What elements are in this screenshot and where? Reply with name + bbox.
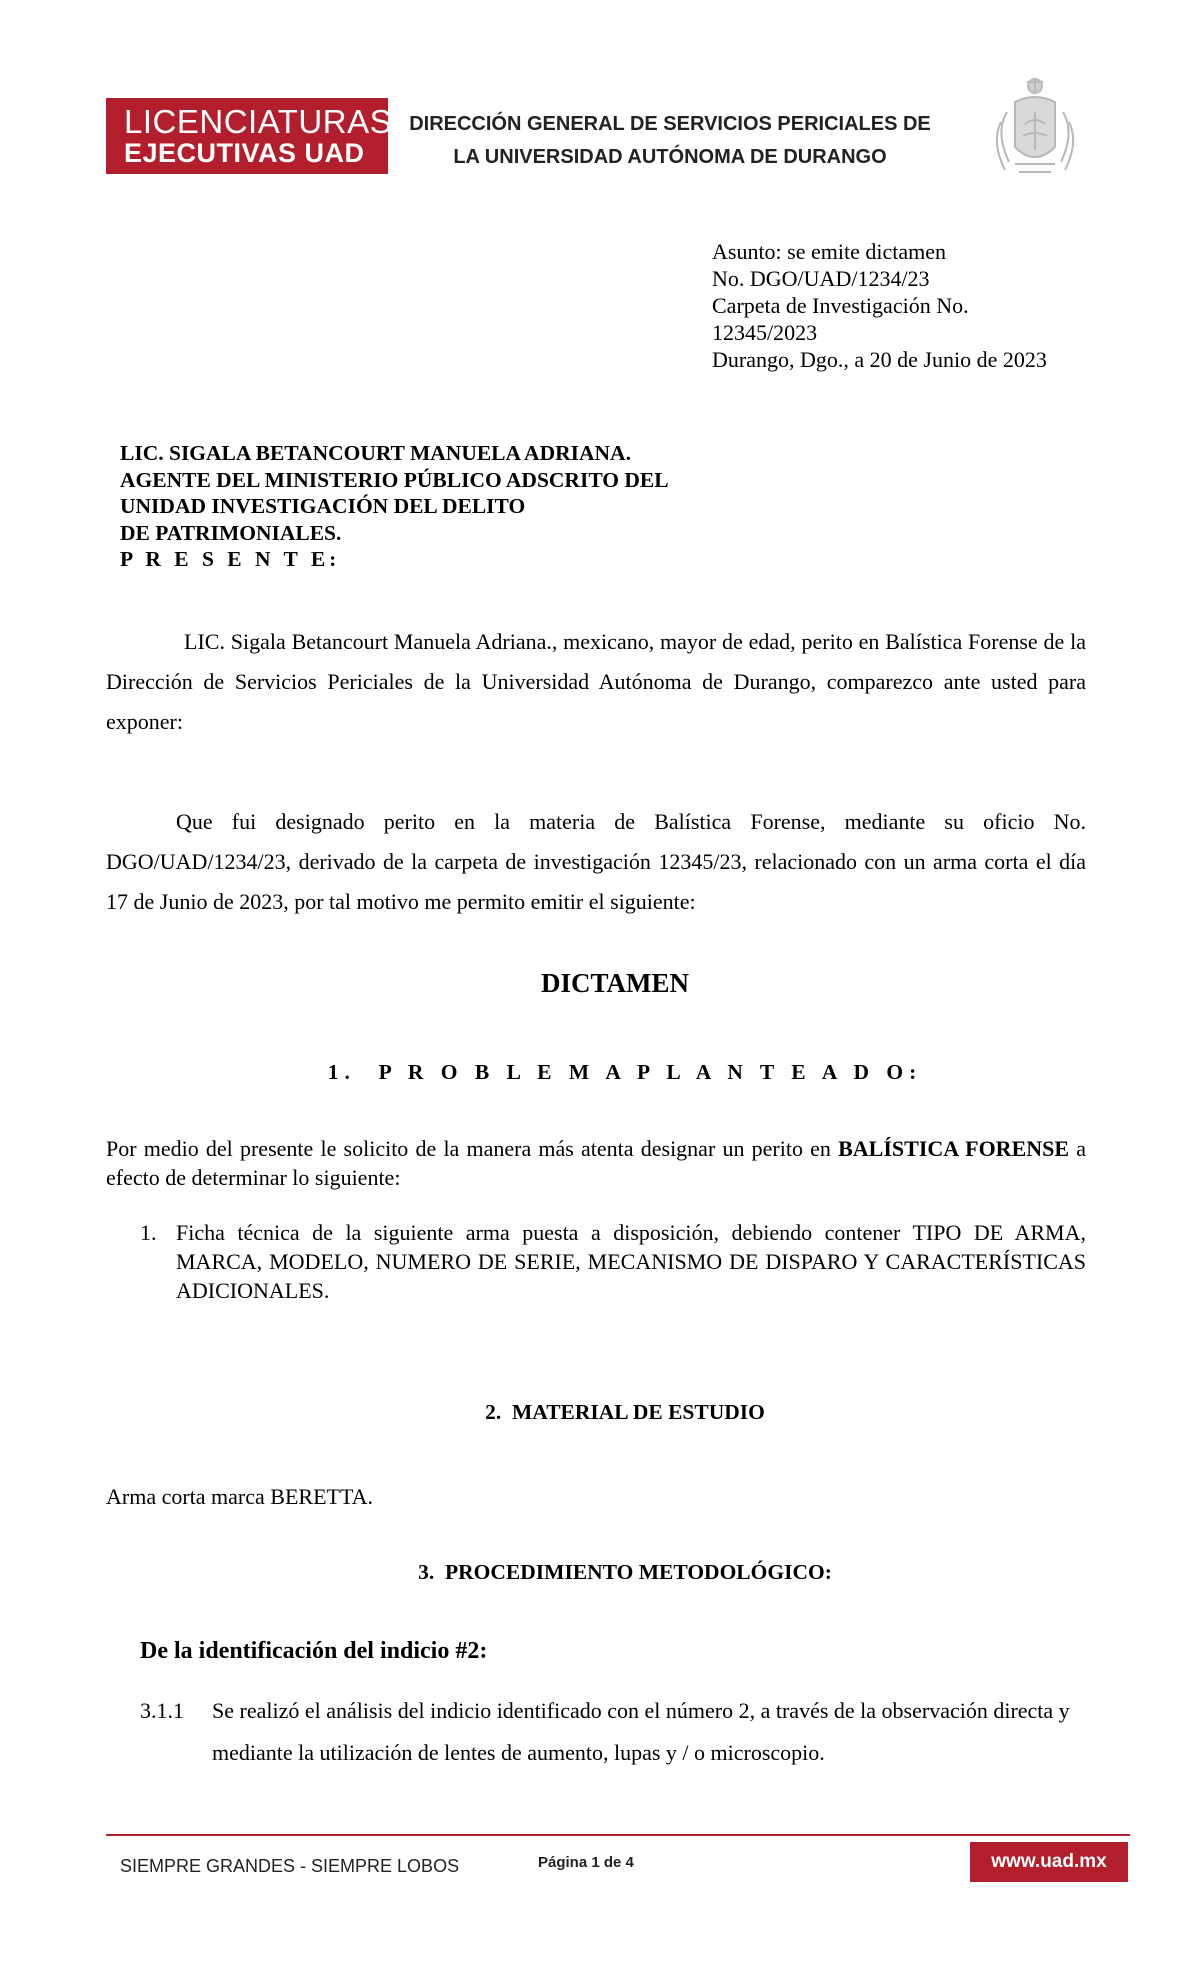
addressee-block	[120, 440, 669, 573]
university-crest-icon	[985, 72, 1085, 182]
section-1-heading: P R O B L E M A P L A N T E A D O:	[378, 1060, 923, 1084]
addressee-unit-cont: DE PATRIMONIALES.	[120, 520, 342, 545]
request-text-before: Por medio del presente le solicito de la manera más atenta designar un perito en	[106, 1136, 831, 1161]
logo-line-2: EJECUTIVAS UAD	[124, 138, 365, 168]
request-text-after: a efecto de determinar lo siguiente:	[106, 1136, 1086, 1190]
section-3-heading: PROCEDIMIENTO METODOLÓGICO:	[445, 1560, 832, 1584]
footer-divider	[106, 1834, 1130, 1836]
header-title-line-2: LA UNIVERSIDAD AUTÓNOMA DE DURANGO	[453, 146, 887, 168]
designation-text: Que fui designado perito en la materia de Balística Forense, mediante su oficio No. DGO/UAD/1234/23, derivado de la carpeta de investigación 12345/23, relacionado con un arma corta el día 17 de Junio de 2023, por tal motivo me permito emitir el siguiente:	[106, 809, 1086, 914]
section-1-number: 1.	[327, 1060, 356, 1084]
investigation-folder-number: 12345/2023	[712, 320, 818, 345]
evidence-subheading: De la identificación del indicio #2:	[140, 1638, 488, 1664]
intro-text: LIC. Sigala Betancourt Manuela Adriana., mexicano, mayor de edad, perito en Balística Forense de la Dirección de Servicios Periciales de la Universidad Autónoma de Durango, comparezco ante usted para exponer:	[106, 629, 1086, 734]
uad-logo	[106, 98, 393, 174]
place-and-date: Durango, Dgo., a 20 de Junio de 2023	[712, 347, 1047, 372]
section-1-title	[0, 1060, 1200, 1085]
footer-motto: SIEMPRE GRANDES - SIEMPRE LOBOS	[120, 1856, 460, 1876]
addressee-role: AGENTE DEL MINISTERIO PÚBLICO ADSCRITO DEL	[120, 467, 669, 492]
addressee-name: LIC. SIGALA BETANCOURT MANUELA ADRIANA.	[120, 441, 631, 465]
dictamen-title: DICTAMEN	[541, 968, 689, 998]
list-item-text: Ficha técnica de la siguiente arma puesta a disposición, debiendo contener TIPO DE ARMA, MARCA, MODELO, NUMERO DE SERIE, MECANISMO DE DISPARO Y CARACTERÍSTICAS ADICIONALES.	[176, 1220, 1086, 1303]
designation-paragraph	[106, 802, 1086, 922]
section-2-title	[0, 1400, 1200, 1425]
procedure-item-text: Se realizó el análisis del indicio identificado con el número 2, a través de la observación directa y mediante la utilización de lentes de aumento, lupas y / o microscopio.	[212, 1698, 1070, 1765]
procedure-item	[140, 1690, 1120, 1774]
study-material-text: Arma corta marca BERETTA.	[106, 1484, 374, 1509]
website-link[interactable]: www.uad.mx	[970, 1842, 1128, 1882]
logo-line-1: LICENCIATURAS	[124, 103, 393, 140]
list-item	[140, 1218, 1086, 1305]
procedure-item-number: 3.1.1	[140, 1698, 184, 1723]
section-3-title	[0, 1560, 1200, 1585]
presente-label: P R E S E N T E:	[120, 547, 341, 571]
office-number: No. DGO/UAD/1234/23	[712, 266, 930, 291]
section-1-request	[106, 1134, 1086, 1192]
header-title	[400, 108, 940, 174]
investigation-folder-label: Carpeta de Investigación No.	[712, 293, 969, 318]
page-number: Página 1 de 4	[538, 1854, 634, 1871]
subject-line: Asunto: se emite dictamen	[712, 239, 946, 264]
section-3-number: 3.	[418, 1560, 435, 1584]
header-title-line-1: DIRECCIÓN GENERAL DE SERVICIOS PERICIALES DE	[409, 113, 931, 135]
section-2-heading: MATERIAL DE ESTUDIO	[511, 1400, 765, 1424]
list-item-number: 1.	[140, 1220, 157, 1245]
subject-block	[712, 238, 1047, 373]
section-2-number: 2.	[485, 1400, 502, 1424]
addressee-unit: UNIDAD INVESTIGACIÓN DEL DELITO	[120, 494, 526, 518]
request-text-bold: BALÍSTICA FORENSE	[838, 1136, 1070, 1161]
intro-paragraph	[106, 622, 1086, 742]
